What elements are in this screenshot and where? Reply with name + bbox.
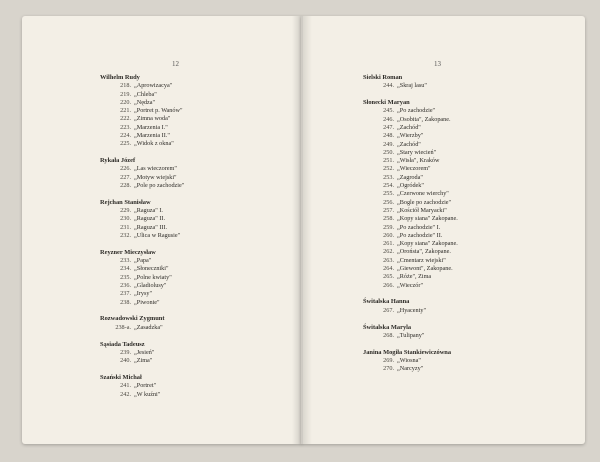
catalog-number: 259.: [383, 223, 394, 231]
catalog-number: 231.: [120, 223, 131, 231]
artwork-entry: [363, 157, 573, 165]
artwork-entry: [100, 274, 290, 282]
catalog-number: 235.: [120, 273, 131, 281]
catalog-number: 249.: [383, 140, 394, 148]
artwork-title: „Zasadzka": [134, 323, 163, 331]
artwork-title: „Wiosna": [397, 356, 421, 364]
artist-name: Świtalska Maryla: [363, 323, 412, 331]
catalog-number: 228.: [120, 182, 131, 190]
artwork-entry: [100, 349, 290, 357]
catalog-number: 248.: [383, 132, 394, 140]
catalog-number: 263.: [383, 256, 394, 264]
catalog-number: 252.: [383, 165, 394, 173]
artwork-title: „Po zachodzie" II.: [397, 231, 443, 239]
artwork-title: „Ulica w Ragusie": [134, 232, 181, 240]
artwork-entry: [100, 391, 290, 399]
catalog-number: 247.: [383, 123, 394, 131]
artwork-entry: [363, 240, 573, 248]
artwork-title: „Róże", Zima: [397, 273, 432, 281]
artist-name: Rykała Józef: [100, 157, 136, 165]
artwork-title: „Marzenia II.": [134, 132, 170, 140]
artwork-entry: [363, 282, 573, 290]
artwork-entry: [363, 199, 573, 207]
artwork-title: „Cmentarz wiejski": [397, 256, 446, 264]
catalog-number: 266.: [383, 281, 394, 289]
catalog-number: 223.: [120, 123, 131, 131]
artwork-title: „Zimna woda": [134, 115, 171, 123]
artwork-title: „Wisła", Kraków: [397, 157, 440, 165]
artwork-entry: [100, 232, 290, 240]
artwork-entry: [363, 265, 573, 273]
artwork-title: „Czerwone wierchy": [397, 190, 449, 198]
artwork-title: „Wierzby": [397, 132, 424, 140]
artwork-title: „Kopy siana" Zakopane.: [397, 215, 458, 223]
catalog-number: 258.: [383, 215, 394, 223]
artwork-entry: [100, 224, 290, 232]
catalog-number: 262.: [383, 248, 394, 256]
artwork-title: „Wieczór": [397, 281, 423, 289]
catalog-number: 256.: [383, 198, 394, 206]
artwork-entry: [363, 190, 573, 198]
artwork-entry: [100, 165, 290, 173]
catalog-number: 255.: [383, 190, 394, 198]
catalog-number: 254.: [383, 182, 394, 190]
artwork-title: „Zima": [134, 357, 153, 365]
artwork-title: „Ogródek": [397, 182, 424, 190]
artwork-entry: [363, 116, 573, 124]
artist-name: Sąsiada Tadeusz: [100, 340, 145, 348]
artwork-entry: [363, 357, 573, 365]
artwork-title: „Aprowizacya": [134, 82, 173, 90]
catalog-number: 267.: [383, 306, 394, 314]
catalog-number: 241.: [120, 382, 131, 390]
catalog-number: 246.: [383, 115, 394, 123]
artwork-title: „Papa": [134, 257, 152, 265]
artwork-title: „Zachód": [397, 140, 421, 148]
catalog-number: 234.: [120, 265, 131, 273]
catalog-column: [100, 74, 290, 399]
catalog-number: 261.: [383, 240, 394, 248]
artwork-title: „Słoneczniki": [134, 265, 169, 273]
artwork-title: „Zachód": [397, 123, 421, 131]
page-number: 13: [434, 60, 441, 68]
artwork-entry: [363, 257, 573, 265]
artwork-entry: [100, 257, 290, 265]
artwork-entry: [100, 265, 290, 273]
artwork-title: „Giewont", Zakopane.: [397, 265, 453, 273]
artist-name: Świtalska Hanna: [363, 298, 410, 306]
artwork-title: „Polne kwiaty": [134, 273, 172, 281]
catalog-number: 264.: [383, 265, 394, 273]
artwork-title: „Chleba": [134, 90, 157, 98]
artwork-title: „Jesień": [134, 348, 155, 356]
artwork-entry: [100, 132, 290, 140]
catalog-number: 251.: [383, 157, 394, 165]
artwork-entry: [363, 224, 573, 232]
artwork-entry: [100, 82, 290, 90]
artwork-entry: [100, 115, 290, 123]
catalog-number: 229.: [120, 207, 131, 215]
artist-name: Szański Michał: [100, 373, 142, 381]
right-page: [301, 16, 585, 444]
catalog-number: 268.: [383, 331, 394, 339]
artwork-entry: [100, 91, 290, 99]
catalog-number: 257.: [383, 206, 394, 214]
catalog-number: 242.: [120, 390, 131, 398]
artwork-entry: [363, 165, 573, 173]
catalog-number: 232.: [120, 232, 131, 240]
artwork-entry: [100, 382, 290, 390]
catalog-number: 240.: [120, 357, 131, 365]
artwork-title: „Raguza" I.: [134, 207, 163, 215]
artwork-entry: [363, 207, 573, 215]
artist-name: Sielski Roman: [363, 74, 403, 81]
catalog-number: 260.: [383, 231, 394, 239]
artwork-entry: [100, 324, 290, 332]
catalog-number: 233.: [120, 257, 131, 265]
artwork-title: „Narcyzy": [397, 365, 424, 373]
artist-name: Słonecki Maryan: [363, 99, 410, 107]
artwork-title: „Las wieczorem": [134, 165, 177, 173]
artwork-entry: [363, 141, 573, 149]
artwork-title: „Kopy siana" Zakopane.: [397, 240, 458, 248]
artwork-entry: [363, 149, 573, 157]
catalog-number: 253.: [383, 173, 394, 181]
artwork-entry: [363, 248, 573, 256]
catalog-number: 269.: [383, 356, 394, 364]
artwork-title: „Po zachodzie": [397, 107, 436, 115]
artwork-title: „Osobita", Zakopane.: [397, 115, 451, 123]
artwork-entry: [100, 215, 290, 223]
artwork-title: „Oroństa", Zakopane.: [397, 248, 451, 256]
book-gutter: [292, 16, 312, 444]
artwork-title: „Nędza": [134, 98, 156, 106]
catalog-number: 219.: [120, 90, 131, 98]
artwork-entry: [363, 215, 573, 223]
artist-name: Reyzner Mieczysław: [100, 248, 156, 256]
catalog-number: 236.: [120, 282, 131, 290]
catalog-number: 224.: [120, 132, 131, 140]
artwork-entry: [363, 365, 573, 373]
artwork-title: „Raguza" II.: [134, 215, 166, 223]
artwork-entry: [100, 99, 290, 107]
catalog-number: 239.: [120, 348, 131, 356]
artwork-title: „Marzenia I.": [134, 123, 168, 131]
artwork-entry: [363, 332, 573, 340]
artist-name: Rejchan Stanisław: [100, 198, 151, 206]
artwork-title: „Motyw wiejski": [134, 173, 177, 181]
catalog-number: 250.: [383, 148, 394, 156]
artwork-entry: [100, 207, 290, 215]
artwork-title: „Tulipany": [397, 331, 425, 339]
artist-name: Rozwadowski Zygmunt: [100, 315, 165, 323]
catalog-number: 230.: [120, 215, 131, 223]
page-number: 12: [172, 60, 179, 68]
artwork-title: „Widok z okna": [134, 140, 174, 148]
artwork-title: „Piwonie": [134, 298, 160, 306]
artwork-entry: [363, 307, 573, 315]
artwork-entry: [100, 182, 290, 190]
artwork-entry: [363, 182, 573, 190]
artwork-title: „Portret": [134, 382, 157, 390]
artwork-entry: [100, 299, 290, 307]
artwork-entry: [363, 132, 573, 140]
artist-name: Janina Mogiła Stankiewiczówna: [363, 348, 452, 356]
artwork-title: „Po zachodzie" I.: [397, 223, 441, 231]
catalog-number: 265.: [383, 273, 394, 281]
left-page: [22, 16, 302, 444]
artwork-title: „Raguza" III.: [134, 223, 168, 231]
catalog-number: 218.: [120, 82, 131, 90]
catalog-number: 238.: [120, 298, 131, 306]
catalog-number: 270.: [383, 365, 394, 373]
catalog-number: 222.: [120, 115, 131, 123]
catalog-number: 227.: [120, 173, 131, 181]
catalog-number: 220.: [120, 98, 131, 106]
artwork-title: „Wieczorem": [397, 165, 431, 173]
artwork-entry: [363, 82, 573, 90]
artwork-entry: [100, 282, 290, 290]
artwork-entry: [363, 174, 573, 182]
catalog-column: [363, 74, 573, 374]
artwork-entry: [100, 290, 290, 298]
catalog-number: 244.: [383, 82, 394, 90]
catalog-number: 225.: [120, 140, 131, 148]
artwork-title: „Skraj lasu": [397, 82, 427, 90]
artwork-entry: [100, 174, 290, 182]
artwork-title: „Irysy": [134, 290, 152, 298]
artwork-entry: [363, 124, 573, 132]
artwork-title: „Stary wiecień": [397, 148, 437, 156]
artwork-title: „Bogle po zachodzie": [397, 198, 452, 206]
artwork-title: „Hyacenty": [397, 306, 426, 314]
artwork-title: „Pole po zachodzie": [134, 182, 185, 190]
artwork-entry: [363, 107, 573, 115]
artwork-title: „W kuźni": [134, 390, 161, 398]
catalog-number: 245.: [383, 107, 394, 115]
catalog-number: 226.: [120, 165, 131, 173]
artwork-title: „Portret p. Wanów": [134, 107, 183, 115]
artwork-entry: [100, 124, 290, 132]
artwork-title: „Zagroda": [397, 173, 423, 181]
catalog-number: 221.: [120, 107, 131, 115]
artwork-entry: [363, 273, 573, 281]
artwork-title: „Gladiolusy": [134, 282, 167, 290]
catalog-number: 237.: [120, 290, 131, 298]
artwork-entry: [363, 232, 573, 240]
artist-name: Wilhelm Rudy: [100, 74, 140, 81]
artwork-entry: [100, 140, 290, 148]
catalog-number: 238-a.: [115, 323, 131, 331]
artwork-entry: [100, 107, 290, 115]
artwork-entry: [100, 357, 290, 365]
artwork-title: „Kościół Maryacki": [397, 206, 447, 214]
